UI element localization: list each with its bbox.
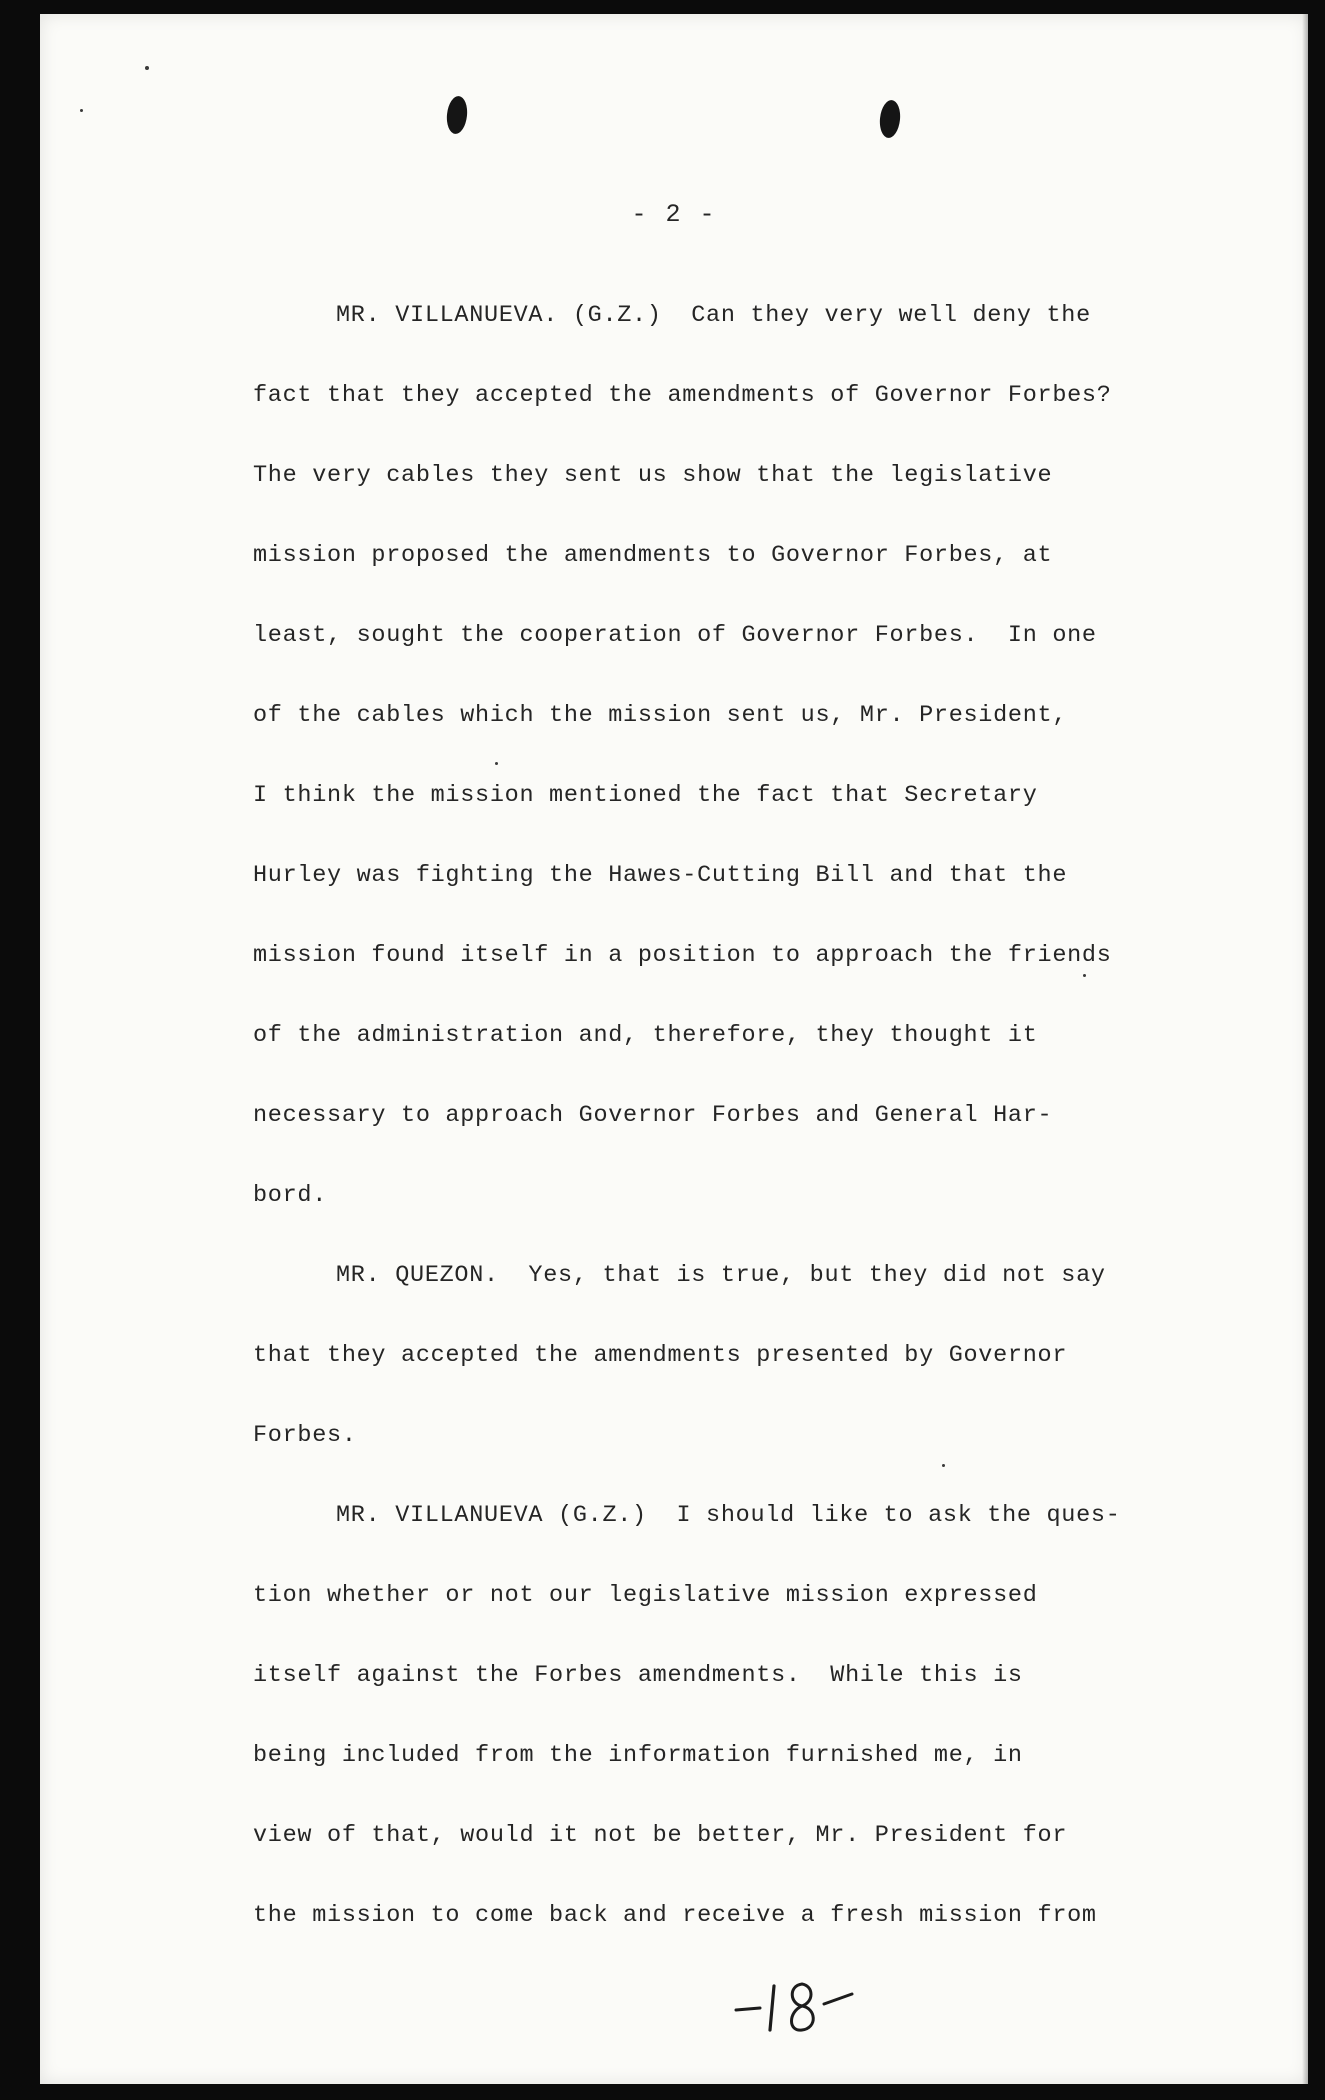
scan-speck bbox=[145, 66, 149, 70]
text-line: tion whether or not our legislative mission expressed bbox=[253, 1582, 1038, 1609]
text-line: least, sought the cooperation of Governor Forbes. In one bbox=[253, 622, 1097, 649]
punch-hole-left bbox=[445, 95, 469, 135]
text-line: mission found itself in a position to approach the friends bbox=[253, 942, 1112, 969]
page-number: - 2 - bbox=[631, 200, 717, 229]
handwritten-folio-number bbox=[730, 1964, 860, 2044]
text-line: being included from the information furnished me, in bbox=[253, 1742, 1023, 1769]
punch-hole-right bbox=[878, 99, 902, 139]
text-line: mission proposed the amendments to Governor Forbes, at bbox=[253, 542, 1053, 569]
paragraph-villanueva-1 bbox=[253, 276, 1233, 1236]
text-line: MR. VILLANUEVA (G.Z.) I should like to ask the ques- bbox=[336, 1502, 1121, 1529]
text-line: Hurley was fighting the Hawes-Cutting Bill and that the bbox=[253, 862, 1068, 889]
text-line: MR. VILLANUEVA. (G.Z.) Can they very well deny the bbox=[336, 302, 1091, 329]
scan-speck bbox=[80, 109, 83, 112]
text-line: view of that, would it not be better, Mr. President for bbox=[253, 1822, 1068, 1849]
transcript-body bbox=[253, 276, 1233, 1956]
text-line: MR. QUEZON. Yes, that is true, but they did not say bbox=[336, 1262, 1106, 1289]
text-line: Forbes. bbox=[253, 1422, 357, 1449]
text-line: necessary to approach Governor Forbes and General Har- bbox=[253, 1102, 1053, 1129]
document-page bbox=[40, 14, 1308, 2084]
text-line: that they accepted the amendments presented by Governor bbox=[253, 1342, 1068, 1369]
paragraph-quezon bbox=[253, 1236, 1233, 1476]
text-line: bord. bbox=[253, 1182, 328, 1209]
scan-speck bbox=[1083, 974, 1086, 977]
text-line: of the cables which the mission sent us, Mr. President, bbox=[253, 702, 1068, 729]
text-line: of the administration and, therefore, they thought it bbox=[253, 1022, 1038, 1049]
text-line: the mission to come back and receive a fresh mission from bbox=[253, 1902, 1097, 1929]
scan-speck bbox=[495, 762, 498, 765]
text-line: itself against the Forbes amendments. While this is bbox=[253, 1662, 1023, 1689]
scan-speck bbox=[942, 1464, 945, 1467]
text-line: The very cables they sent us show that the legislative bbox=[253, 462, 1053, 489]
text-line: fact that they accepted the amendments of Governor Forbes? bbox=[253, 382, 1112, 409]
paragraph-villanueva-2 bbox=[253, 1476, 1233, 1956]
text-line: I think the mission mentioned the fact that Secretary bbox=[253, 782, 1038, 809]
